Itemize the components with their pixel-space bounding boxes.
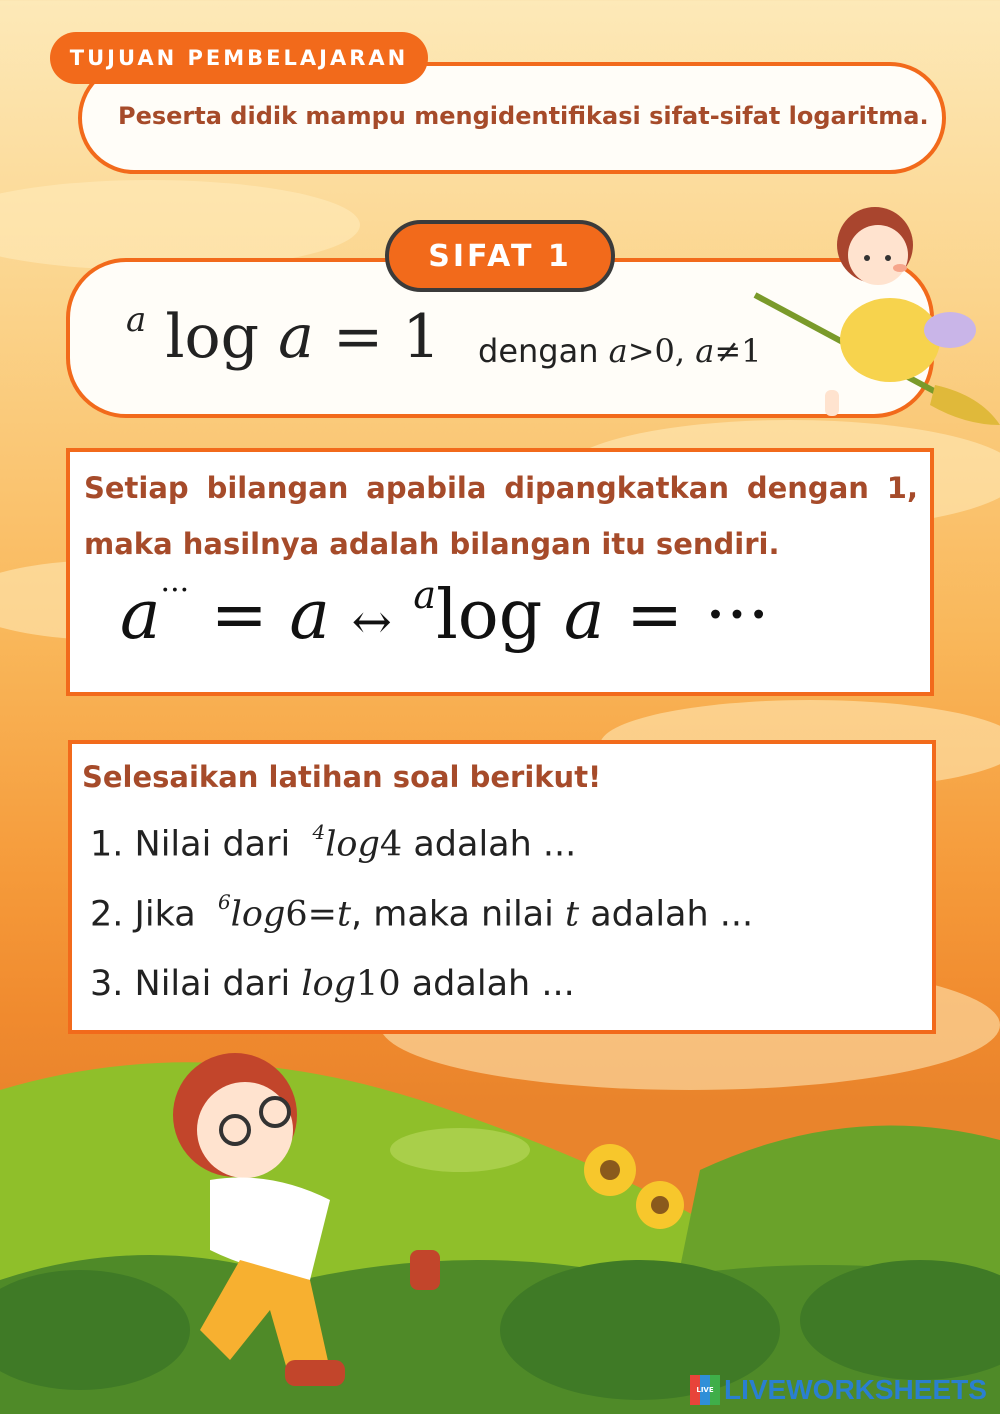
- eq-result-blank: ···: [704, 576, 770, 655]
- q1-prefix: 1. Nilai dari: [90, 824, 291, 865]
- q2-log: log: [230, 894, 286, 935]
- q3-prefix: 3. Nilai dari: [90, 964, 291, 1004]
- q2-var: t: [336, 894, 352, 935]
- eq-a1: a: [120, 576, 161, 655]
- q3-suffix: adalah ...: [411, 964, 575, 1004]
- exercise-question-3: [90, 964, 575, 1004]
- logo-grid-icon: LIVE: [690, 1375, 720, 1405]
- q1-base: 4: [312, 820, 326, 844]
- eq-a3: a: [563, 576, 605, 655]
- condition-a: a: [608, 332, 628, 370]
- logo-text: LIVEWORKSHEETS: [724, 1374, 987, 1405]
- formula-equals: =: [333, 302, 384, 372]
- formula-result: 1: [402, 302, 441, 372]
- q1-arg: 4: [379, 824, 403, 865]
- q2-mid: , maka nilai: [351, 894, 554, 935]
- q2-equals: =: [307, 894, 337, 935]
- eq-exponent-blank: ···: [160, 573, 190, 608]
- formula-arg: a: [278, 302, 314, 372]
- eq-equals-1: =: [210, 576, 268, 655]
- eq-a2: a: [289, 576, 330, 655]
- exercise-question-2: [90, 890, 754, 935]
- exercise-box: [68, 740, 936, 1034]
- q2-prefix: 2. Jika: [90, 894, 196, 935]
- learning-goal-text: Peserta didik mampu mengidentifikasi sifat-sifat logaritma.: [118, 102, 929, 130]
- explanation-text: Setiap bilangan apabila dipangkatkan dengan 1, maka hasilnya adalah bilangan itu sendiri.: [84, 471, 918, 561]
- formula-log: log: [165, 302, 260, 372]
- eq-log: log: [436, 576, 543, 655]
- condition-gt: >: [627, 332, 655, 370]
- q2-var2: t: [565, 894, 580, 935]
- liveworksheets-logo: [690, 1374, 987, 1406]
- hills-illustration: [0, 1030, 1000, 1414]
- condition-ne: ≠: [714, 332, 742, 370]
- q2-base: 6: [217, 890, 231, 914]
- property-condition: [478, 332, 762, 370]
- exercise-title: Selesaikan latihan soal berikut!: [82, 760, 602, 794]
- girl-on-broom-illustration: [750, 190, 1000, 440]
- explanation-box: [66, 448, 934, 696]
- q1-suffix: adalah ...: [413, 824, 577, 865]
- eq-log-base: a: [413, 573, 437, 617]
- background-cloud: [0, 180, 360, 270]
- condition-zero: 0,: [654, 332, 686, 370]
- property-tag: SIFAT 1: [385, 220, 615, 292]
- formula-base: a: [126, 300, 147, 340]
- q2-suffix: adalah ...: [590, 894, 754, 935]
- property-formula: [126, 302, 441, 372]
- exercise-question-1: [90, 820, 577, 865]
- eq-arrow: ↔: [351, 594, 392, 650]
- q3-log: log: [301, 964, 357, 1004]
- explanation-equation: [120, 573, 770, 655]
- learning-goal-tag: TUJUAN PEMBELAJARAN: [50, 32, 428, 84]
- q3-arg: 10: [356, 964, 401, 1004]
- q1-log: log: [325, 824, 380, 865]
- eq-equals-2: =: [626, 576, 684, 655]
- condition-one: 1: [741, 332, 762, 370]
- condition-prefix: dengan: [478, 332, 599, 370]
- q2-arg: 6: [285, 894, 308, 935]
- condition-a2: a: [695, 332, 715, 370]
